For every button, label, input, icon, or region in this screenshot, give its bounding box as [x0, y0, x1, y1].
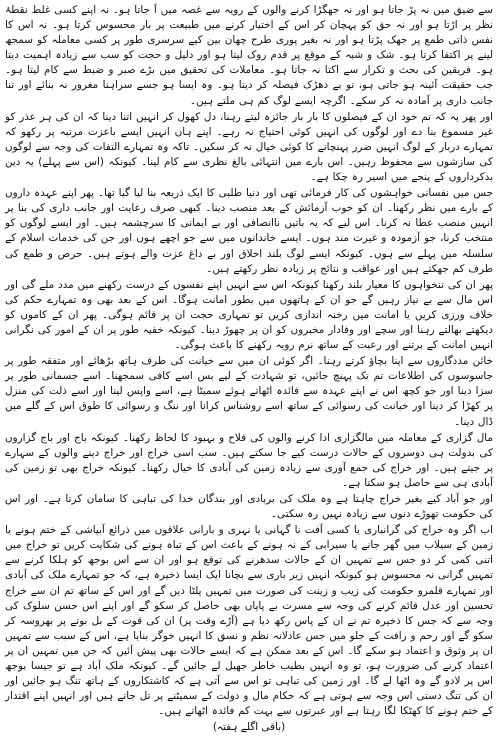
- paragraph-3: جس میں نفسانی خواہشوں کی کار فرمائی تھی اور دنیا طلبی کا ایک ذریعہ بنا لیا گیا تھا۔ پھر اپنے عہدہ داروں کے بارے میں نظر رکھنا۔ ان کو خوب آزمائش کے بعد منصب دینا۔ کبھی صرف رعایت اور جانب داری کی بنا پر انہیں منصب عطا نہ کرنا۔ اس لیے کہ یہ باتیں ناانصافی اور بے ایمانی کا سرچشمہ ہیں۔ اور ایسے لوگوں کو منتخب کرنا، جو آزمودہ و غیرت مند ہوں۔ ایسے خاندانوں میں سے جو اچھے ہوں اور جن کی خدمات اسلام کے سلسلہ میں پہلے سے ہوں۔ کیونکہ ایسے لوگ بلند اخلاق اور بے داغ عزت والے ہوتے ہیں۔ حرص و طمع کی طرف کم جھکتے ہیں اور عواقب و نتائج پر زیادہ نظر رکھتے ہیں۔: [5, 187, 493, 275]
- continued-note: (باقی اگلے ہفتہ): [212, 721, 286, 734]
- paragraph-6: مال گزاری کے معاملہ میں مالگزاری ادا کرنے والوں کی فلاح و بہبود کا لحاظ رکھنا۔ کیونکہ باج اور باج گزاروں کی بدولت ہی دوسروں کے حالات درست کیے جا سکتے ہیں۔ سب اسی خراج اور خراج دینے والوں کے سہارے پر جیتے ہیں۔ اور خراج کی جمع آوری سے زیادہ زمین کی آبادی کا خیال رکھنا۔ کیونکہ خراج بھی تو زمین کی آبادی ہی سے حاصل ہو سکتا ہے۔: [5, 431, 493, 489]
- paragraph-2: اور پھر یہ کہ تم خود ان کے فیصلوں کا بار بار جائزہ لیتے رہنا، دل کھول کر انہیں اتنا دینا کہ ان کی ہر عذر کو غیر مسموع بنا دے اور لوگوں کی انہیں کوئی احتیاج نہ رہے۔ اپنے ہاں انہیں ایسے باعزت مرتبہ پر رکھو کہ تمہارے دربار کے لوگ انہیں ضرر پہنچانے کا کوئی خیال نہ کر سکیں۔ تاکہ وہ تمہارے التفات کی وجہ سے لوگوں کی سازشوں سے محفوظ رہیں۔ اس بارے میں انتہائی بالغ نظری سے کام لینا۔ کیونکہ (اس سے پہلے) یہ دین بدکرداروں کے پنجے میں اسیر رہ چکا ہے۔: [5, 110, 493, 184]
- paragraph-5: خائن مددگاروں سے اپنا بچاؤ کرتے رہنا۔ اگر کوئی ان میں سے خیانت کی طرف ہاتھ بڑھائے اور متفقہ طور پر جاسوسوں کی اطلاعات تم تک پہنچ جائیں، تو شہادت کے لیے بس اسے کافی سمجھنا۔ اسے جسمانی طور پر سزا دینا اور جو کچھ اس نے اپنے عہدہ سے فائدہ اٹھاتے ہوئے سمیٹا ہے، اسے واپس لینا اور اسے ذلت کی منزل پر کھڑا کر دینا اور خیانت کی رسوائی کے ساتھ اسے روشناس کرانا اور ننگ و رسوائی کا طوق اس کے گلے میں ڈال دینا۔: [5, 355, 493, 428]
- paragraph-8: اب اگر وہ خراج کی گرانباری یا کسی آفت نا گہانی یا نہری و بارانی علاقوں میں ذرائع آبپاشی کے ختم ہونے یا زمین کے سیلاب میں گھر جانے یا سیرابی کے نہ ہونے کے باعث اس کے تباہ ہونے کی شکایت کریں تو خراج میں اتنی کمی کر دو جس سے تمہیں ان کے حالات سدھرنے کی توقع ہو اور ان سے اس بوجھ کو ہلکا کرنے سے تمہیں گرانی نہ محسوس ہو کیونکہ انہیں زیر باری سے بچانا ایک ایسا ذخیرہ ہے، کہ جو تمہارے ملک کی آبادی اور تمہارے قلمرو حکومت کی زیب و زینت کی صورت میں تمہیں پلٹا دیں گے اور اس کے ساتھ تم ان سے خراج تحسین اور عدل قائم کرنے کی وجہ سے مسرت بے پایاں بھی حاصل کر سکو گے اور اپنے اس حسن سلوک کی وجہ سے کہ جس کا ذخیرہ تم نے ان کے پاس رکھ دیا ہے (آڑے وقت پر) ان کی قوت کے بل بوتے پر بھروسہ کر سکو گے اور رحم و رافت کے جلو میں جس عادلانہ نظم و نسق کا انہیں خوگر بنایا ہے، اس کے سبب سے تمہیں ان پر وثوق و اعتماد ہو سکے گا۔ اس کے بعد ممکن ہے کہ ایسے حالات بھی پیش آئیں کہ جن میں تمہیں ان پر اعتماد کرنے کی ضرورت ہو، تو وہ انہیں بطیب خاطر جھیل لے جائیں گے۔ کیونکہ ملک آباد ہے تو جیسا بوجھ اس پر لادو گے وہ اٹھا لے گا۔ اور زمین کی تباہی تو اس سے آتی ہے کہ کاشتکاروں کے ہاتھ تنگ ہو جائیں اور ان کی تنگ دستی اس وجہ سے ہوتی ہے کہ حکام مال و دولت کے سمیٹنے پر تل جاتے ہیں اور انہیں اپنے اقتدار کے ختم ہونے کا کھٹکا لگا رہتا ہے اور عبرتوں سے بہت کم فائدہ اٹھاتے ہیں۔: [5, 524, 493, 718]
- paragraph-1: سے ضیق میں نہ پڑ جاتا ہو اور نہ جھگڑا کرنے والوں کے رویہ سے غصہ میں آ جاتا ہو۔ نہ اپنے کسی غلط نقطۂ نظر پر اڑتا ہو اور نہ حق کو پہچان کر اس کے اختیار کرنے میں طبیعت پر بار محسوس کرتا ہو۔ نہ اس کا نفس ذاتی طمع پر جھک پڑتا ہو اور نہ بغیر پوری طرح چھان بین کیے سرسری طور پر کسی معاملہ کو سمجھ لینے پر اکتفا کرتا ہو۔ شک و شبہ کے موقع پر قدم روک لیتا ہو اور دلیل و حجت کو سب سے زیادہ اہمیت دیتا ہو۔ فریقین کی بحث و تکرار سے اکتا نہ جاتا ہو۔ معاملات کی تحقیق میں بڑے صبر و ضبط سے کام لیتا ہو۔ جب حقیقت آئینہ ہو جاتی ہو، تو بے دھڑک فیصلہ کر دیتا ہو۔ وہ ایسا ہو جسے سراہنا مغرور نہ بنائے اور تنا جانب داری پر آمادہ نہ کر سکے۔ اگرچہ ایسے لوگ کم ہی ملتے ہیں۔: [5, 4, 493, 107]
- article-body: [5, 3, 493, 719]
- paragraph-7: اور جو آباد کیے بغیر خراج چاہتا ہے وہ ملک کی بربادی اور بندگان خدا کی تباہی کا سامان کرتا ہے۔ اور اس کی حکومت تھوڑے دنوں سے زیادہ نہیں رہ سکتی۔: [5, 493, 493, 521]
- paragraph-4: پھر ان کی تنخواہوں کا معیار بلند رکھنا کیونکہ اس سے انہیں اپنے نفسوں کے درست رکھنے میں مدد ملے گی اور اس مال سے بے نیاز رہیں گے جو ان کے ہاتھوں میں بطور امانت ہوگا۔ اس کے بعد بھی وہ تمہارے حکم کی خلاف ورزی کریں یا امانت میں رخنہ اندازی کریں تو تمہاری حجت ان پر قائم ہوگی۔ پھر ان کے کاموں کو دیکھتے بھالتے رہنا اور سچے اور وفادار مخبروں کو ان پر چھوڑ دینا۔ کیونکہ خفیہ طور پر ان کے امور کی نگرانی انہیں امانت کے برتنے اور رعیت کے ساتھ نرم رویہ رکھنے کا باعث ہوگی۔: [5, 278, 493, 352]
